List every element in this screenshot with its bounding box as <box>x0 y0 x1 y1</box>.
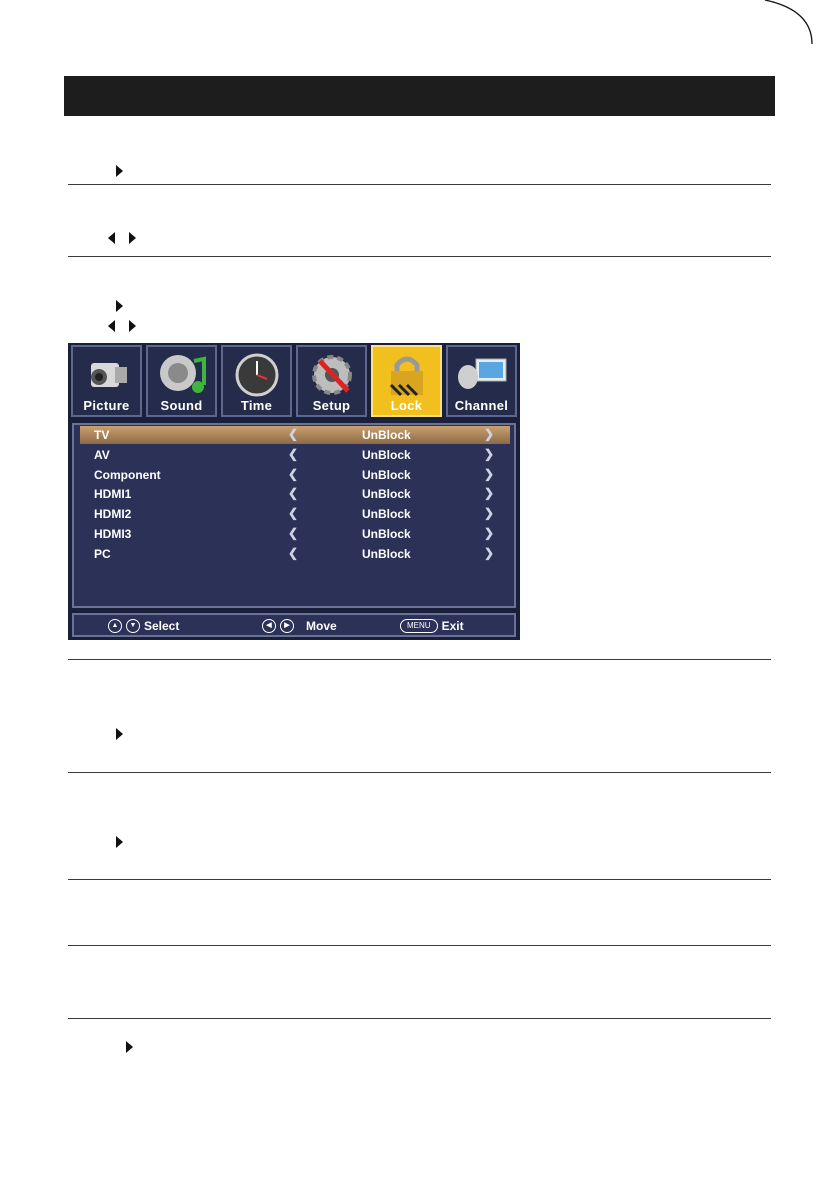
tab-picture[interactable] <box>71 345 142 417</box>
tab-label: Lock <box>390 398 423 413</box>
right-arrow-icon[interactable]: ❯ <box>484 526 495 540</box>
right-arrow-icon <box>116 300 123 312</box>
tab-lock[interactable] <box>371 345 442 417</box>
lock-row-hdmi2[interactable] <box>80 505 510 523</box>
exit-hint-label: Exit <box>441 619 464 633</box>
tab-label: Picture <box>83 398 130 413</box>
row-value: UnBlock <box>362 527 411 541</box>
exit-hint <box>400 619 464 633</box>
divider <box>68 659 771 660</box>
right-arrow-icon <box>116 836 123 848</box>
right-button-icon: ▶ <box>280 619 294 633</box>
padlock-icon <box>379 351 435 397</box>
right-arrow-icon[interactable]: ❯ <box>484 467 495 481</box>
select-hint-label: Select <box>144 619 180 633</box>
tv-lock-menu <box>68 343 520 640</box>
select-hint <box>108 619 179 633</box>
divider <box>68 879 771 880</box>
row-label: Component <box>94 468 161 482</box>
left-arrow-icon <box>108 232 115 244</box>
left-arrow-icon[interactable]: ❮ <box>288 526 299 540</box>
row-label: HDMI2 <box>94 507 132 521</box>
right-arrow-icon[interactable]: ❯ <box>484 447 495 461</box>
menu-tabs <box>71 345 517 419</box>
left-arrow-icon <box>108 320 115 332</box>
row-value: UnBlock <box>362 428 411 442</box>
tab-label: Time <box>240 398 273 413</box>
row-value: UnBlock <box>362 468 411 482</box>
row-label: HDMI1 <box>94 487 132 501</box>
tab-label: Sound <box>160 398 203 413</box>
row-label: AV <box>94 448 110 462</box>
right-arrow-icon[interactable]: ❯ <box>484 506 495 520</box>
row-label: PC <box>94 547 111 561</box>
move-hint-label: Move <box>306 619 337 633</box>
row-value: UnBlock <box>362 507 411 521</box>
right-arrow-icon <box>116 728 123 740</box>
clock-icon <box>229 351 285 397</box>
tab-setup[interactable] <box>296 345 367 417</box>
right-arrow-icon[interactable]: ❯ <box>484 486 495 500</box>
row-value: UnBlock <box>362 487 411 501</box>
satellite-dish-icon <box>454 351 510 397</box>
divider <box>68 256 771 257</box>
menu-key-icon: MENU <box>400 619 438 633</box>
row-value: UnBlock <box>362 448 411 462</box>
tab-sound[interactable] <box>146 345 217 417</box>
right-arrow-icon[interactable]: ❯ <box>484 546 495 560</box>
right-arrow-icon <box>129 320 136 332</box>
tab-label: Setup <box>312 398 351 413</box>
lock-row-hdmi1[interactable] <box>80 485 510 503</box>
tab-time[interactable] <box>221 345 292 417</box>
lock-row-tv[interactable] <box>80 426 510 444</box>
divider <box>68 184 771 185</box>
left-arrow-icon[interactable]: ❮ <box>288 506 299 520</box>
lock-row-pc[interactable] <box>80 545 510 563</box>
lock-row-av[interactable] <box>80 446 510 464</box>
right-arrow-icon <box>129 232 136 244</box>
gear-tools-icon <box>304 351 360 397</box>
right-arrow-icon <box>126 1041 133 1053</box>
lock-row-component[interactable] <box>80 466 510 484</box>
left-arrow-icon[interactable]: ❮ <box>288 447 299 461</box>
move-hint <box>262 619 337 633</box>
divider <box>68 1018 771 1019</box>
down-button-icon: ▼ <box>126 619 140 633</box>
right-arrow-icon[interactable]: ❯ <box>484 427 495 441</box>
divider <box>68 945 771 946</box>
divider <box>68 772 771 773</box>
tab-label: Channel <box>454 398 509 413</box>
camcorder-icon <box>79 351 135 397</box>
tab-channel[interactable] <box>446 345 517 417</box>
lock-row-hdmi3[interactable] <box>80 525 510 543</box>
speaker-music-note-icon <box>154 351 210 397</box>
page-corner-curve <box>0 0 839 80</box>
section-title-bar <box>64 76 775 116</box>
left-arrow-icon[interactable]: ❮ <box>288 427 299 441</box>
row-value: UnBlock <box>362 547 411 561</box>
left-arrow-icon[interactable]: ❮ <box>288 546 299 560</box>
menu-footer-hints <box>72 613 516 637</box>
left-arrow-icon[interactable]: ❮ <box>288 486 299 500</box>
row-label: TV <box>94 428 110 442</box>
up-button-icon: ▲ <box>108 619 122 633</box>
lock-settings-list <box>72 423 516 608</box>
left-button-icon: ◀ <box>262 619 276 633</box>
row-label: HDMI3 <box>94 527 132 541</box>
right-arrow-icon <box>116 165 123 177</box>
left-arrow-icon[interactable]: ❮ <box>288 467 299 481</box>
